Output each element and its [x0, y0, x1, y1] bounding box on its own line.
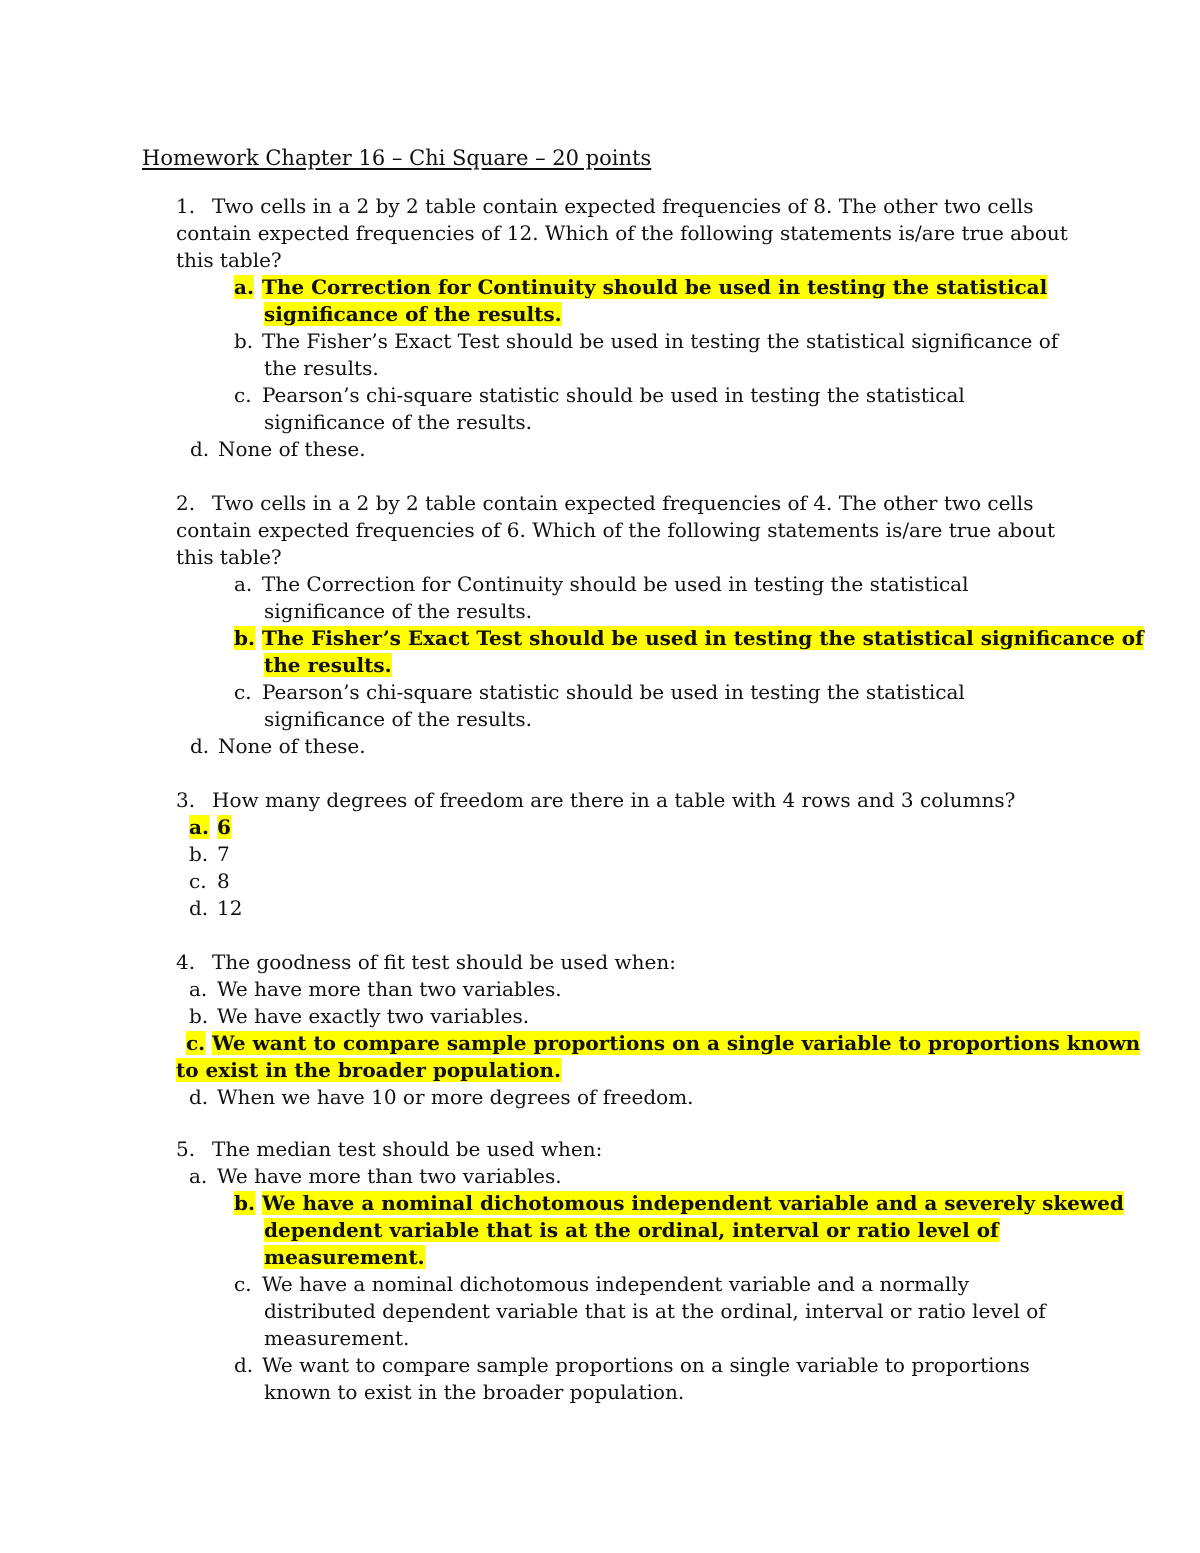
question-2-stem-line [176, 544, 282, 571]
question-5-option-line [264, 1217, 999, 1244]
question-1-option-line [262, 382, 965, 409]
question-3-option-letter-text: d. [189, 896, 209, 920]
question-4-option-letter [189, 1084, 208, 1111]
question-2-number [176, 490, 195, 517]
question-3-option-line [217, 868, 230, 895]
question-5-option-line-text: We have a nominal dichotomous independent variable and a normally [262, 1272, 970, 1296]
question-3-option-line-text: 7 [217, 842, 230, 866]
question-1-option-letter [234, 274, 254, 301]
question-2-option-line [264, 598, 532, 625]
question-1-option-line [262, 328, 1058, 355]
question-5-option-line [262, 1190, 1124, 1217]
question-1-number-text: 1. [176, 194, 196, 218]
question-5-option-line-text: We have a nominal dichotomous independent variable and a severely skewed [262, 1191, 1124, 1215]
question-2-option-letter [190, 733, 209, 760]
question-3-option-line [217, 814, 231, 841]
question-4-option-line [212, 1030, 1140, 1057]
question-5-option-line [217, 1163, 562, 1190]
question-1-stem-line-text: this table? [176, 248, 282, 272]
question-3-option-letter [189, 841, 208, 868]
question-1-option-letter-text: c. [234, 383, 252, 407]
question-1-option-letter-text: d. [190, 437, 210, 461]
question-2-option-line-text: the results. [264, 653, 392, 677]
question-1-number [176, 193, 195, 220]
question-1-stem-line [176, 220, 1068, 247]
question-5-option-line-text: measurement. [264, 1245, 425, 1269]
question-2-option-letter-text: c. [234, 680, 252, 704]
question-2-option-line-text: Pearson’s chi-square statistic should be used in testing the statistical [262, 680, 965, 704]
question-2-option-letter-text: d. [190, 734, 210, 758]
question-4-stem-line-text: The goodness of fit test should be used when: [212, 950, 676, 974]
question-2-stem-line [212, 490, 1033, 517]
question-5-option-line [264, 1325, 409, 1352]
question-5-option-line-text: known to exist in the broader population. [264, 1380, 685, 1404]
question-2-option-line [262, 571, 969, 598]
question-4-option-line [217, 1003, 529, 1030]
question-4-option-letter [189, 976, 207, 1003]
question-5-option-line-text: We have more than two variables. [217, 1164, 562, 1188]
question-3-option-line-text: 6 [217, 815, 231, 839]
question-1-option-line-text: Pearson’s chi-square statistic should be used in testing the statistical [262, 383, 965, 407]
question-5-option-letter-text: d. [234, 1353, 254, 1377]
question-5-option-letter [234, 1190, 255, 1217]
question-1-option-line [264, 409, 532, 436]
question-3-option-letter-text: a. [189, 815, 209, 839]
question-4-option-line-text: We have more than two variables. [217, 977, 562, 1001]
question-2-option-line-text: significance of the results. [264, 707, 532, 731]
question-2-option-line-text: significance of the results. [264, 599, 532, 623]
question-3-option-line [217, 841, 230, 868]
question-5-option-letter-text: c. [234, 1272, 252, 1296]
question-1-option-line-text: The Correction for Continuity should be used in testing the statistical [262, 275, 1048, 299]
question-4-option-letter-text: c. [186, 1031, 206, 1055]
question-4-option-letter [186, 1030, 205, 1057]
question-5-option-line-text: dependent variable that is at the ordinal, interval or ratio level of [264, 1218, 999, 1242]
question-3-option-letter-text: c. [189, 869, 207, 893]
question-1-option-line-text: None of these. [218, 437, 366, 461]
question-4-option-letter [189, 1003, 208, 1030]
question-4-option-line [176, 1057, 561, 1084]
question-4-option-letter-text: a. [189, 977, 208, 1001]
question-2-stem-line-text: contain expected frequencies of 6. Which of the following statements is/are true about [176, 518, 1056, 542]
question-5-option-letter-text: a. [189, 1164, 208, 1188]
question-1-option-line-text: the results. [264, 356, 379, 380]
question-2-option-line-text: None of these. [218, 734, 366, 758]
question-5-option-line [264, 1379, 684, 1406]
question-4-stem-line [212, 949, 676, 976]
question-1-option-letter [234, 328, 253, 355]
page-title: Homework Chapter 16 – Chi Square – 20 points [142, 146, 652, 170]
question-3-option-letter-text: b. [189, 842, 209, 866]
question-2-stem-line [176, 517, 1055, 544]
question-5-option-letter [234, 1271, 252, 1298]
question-5-option-line [262, 1271, 969, 1298]
question-4-option-line [217, 976, 562, 1003]
question-5-option-line-text: measurement. [264, 1326, 410, 1350]
question-4-number [176, 949, 195, 976]
question-3-option-letter [189, 868, 207, 895]
question-2-option-line [264, 652, 392, 679]
question-3-number [176, 787, 195, 814]
question-3-option-letter [189, 895, 208, 922]
question-2-option-line [262, 679, 965, 706]
question-3-option-line-text: 12 [217, 896, 243, 920]
question-3-option-line [217, 895, 242, 922]
question-2-option-line [264, 706, 532, 733]
question-2-number-text: 2. [176, 491, 196, 515]
question-4-option-letter-text: d. [189, 1085, 209, 1109]
question-2-option-letter [234, 625, 255, 652]
question-2-option-letter [234, 571, 252, 598]
question-3-option-letter [189, 814, 209, 841]
question-1-option-letter-text: b. [234, 329, 254, 353]
question-3-stem-line [212, 787, 1015, 814]
question-2-stem-line-text: this table? [176, 545, 282, 569]
question-4-option-line-text: We have exactly two variables. [217, 1004, 530, 1028]
question-2-option-line [262, 625, 1144, 652]
question-1-option-line [264, 355, 379, 382]
question-3-stem-line-text: How many degrees of freedom are there in a table with 4 rows and 3 columns? [212, 788, 1016, 812]
question-3-number-text: 3. [176, 788, 196, 812]
question-1-option-line-text: The Fisher’s Exact Test should be used in testing the statistical significance of [262, 329, 1059, 353]
question-4-number-text: 4. [176, 950, 196, 974]
question-4-option-line [217, 1084, 694, 1111]
question-5-option-letter-text: b. [234, 1191, 255, 1215]
question-1-stem-line [176, 247, 282, 274]
question-4-option-line-text: When we have 10 or more degrees of freedom. [217, 1085, 694, 1109]
question-1-option-line [264, 301, 562, 328]
question-1-option-line-text: significance of the results. [264, 302, 562, 326]
question-5-option-line-text: distributed dependent variable that is at the ordinal, interval or ratio level of [264, 1299, 1046, 1323]
question-2-option-letter-text: a. [234, 572, 253, 596]
question-5-option-line-text: We want to compare sample proportions on a single variable to proportions [262, 1353, 1030, 1377]
question-1-option-line [262, 274, 1047, 301]
question-1-stem-line-text: contain expected frequencies of 12. Which of the following statements is/are true about [176, 221, 1068, 245]
question-4-option-line-text: to exist in the broader population. [176, 1058, 561, 1082]
question-3-option-line-text: 8 [217, 869, 230, 893]
question-5-option-line [264, 1244, 425, 1271]
question-4-option-line-text: We want to compare sample proportions on a single variable to proportions known [212, 1031, 1141, 1055]
question-2-option-letter [234, 679, 252, 706]
question-1-option-letter [190, 436, 209, 463]
question-2-option-line [218, 733, 366, 760]
question-1-option-letter-text: a. [234, 275, 254, 299]
question-2-option-letter-text: b. [234, 626, 255, 650]
question-1-option-line [218, 436, 366, 463]
question-4-option-letter-text: b. [189, 1004, 209, 1028]
question-2-stem-line-text: Two cells in a 2 by 2 table contain expected frequencies of 4. The other two cells [212, 491, 1034, 515]
question-1-option-line-text: significance of the results. [264, 410, 532, 434]
question-1-option-letter [234, 382, 252, 409]
question-5-option-line [262, 1352, 1030, 1379]
question-5-stem-line [212, 1136, 602, 1163]
question-1-stem-line [212, 193, 1033, 220]
question-5-number-text: 5. [176, 1137, 196, 1161]
question-5-option-letter [189, 1163, 207, 1190]
question-5-stem-line-text: The median test should be used when: [212, 1137, 603, 1161]
question-2-option-line-text: The Fisher’s Exact Test should be used in testing the statistical significance of [262, 626, 1144, 650]
question-5-number [176, 1136, 195, 1163]
question-1-stem-line-text: Two cells in a 2 by 2 table contain expected frequencies of 8. The other two cells [212, 194, 1034, 218]
question-5-option-line [264, 1298, 1046, 1325]
question-5-option-letter [234, 1352, 253, 1379]
question-2-option-line-text: The Correction for Continuity should be used in testing the statistical [262, 572, 969, 596]
